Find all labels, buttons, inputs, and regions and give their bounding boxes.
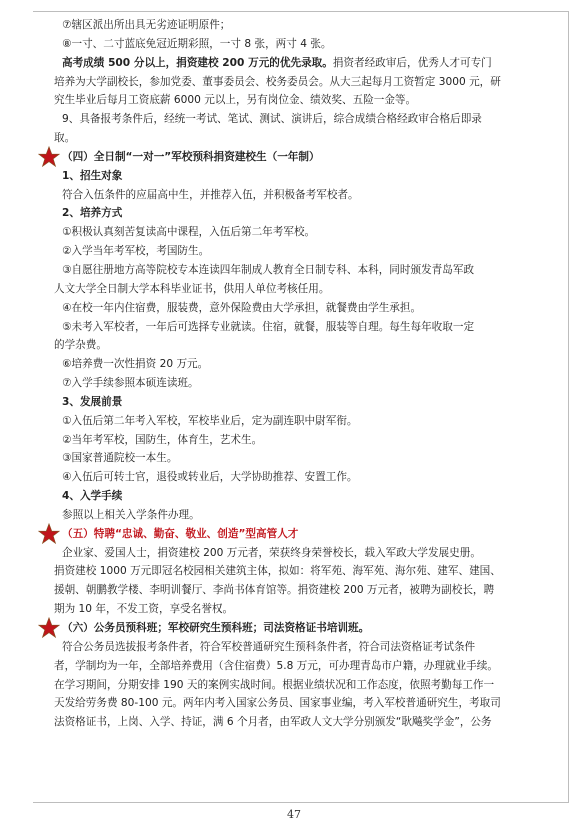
star-icon (38, 523, 60, 545)
body-text-line: 企业家、爱国人士，捐资建校 200 万元者，荣获终身荣誉校长，载入军政大学发展史册。 (62, 546, 481, 559)
body-text-line: 符合入伍条件的应届高中生，并推荐入伍，并积极备考军校者。 (62, 188, 359, 201)
section-heading-6: （六）公务员预科班；军校研究生预科班；司法资格证书培训班。 (36, 619, 542, 638)
body-text-line: 期为 10 年，不发工资，享受名誉权。 (54, 603, 234, 616)
body-text-line: 人文大学全日制大学本科毕业证书，供用人单位考核任用。 (54, 282, 330, 295)
body-text-line: ⑦辖区派出所出具无劣迹证明原件； (62, 19, 231, 31)
subheading: 1、招生对象 (62, 169, 123, 182)
body-text-line: ②入学当年考军校，考国防生。 (62, 245, 210, 258)
page-border-right (568, 11, 569, 803)
body-text-line: 9、具备报考条件后，经统一考试、笔试、测试、演讲后，综合成绩合格经政审合格后即录 (62, 113, 482, 126)
body-text-line: ④在校一年内住宿费，服装费，意外保险费由大学承担，就餐费由学生承担。 (62, 301, 422, 314)
body-text-line: 的学杂费。 (54, 339, 107, 352)
body-text-line: 参照以上相关入学条件办理。 (62, 508, 200, 521)
section-heading-4: （四）全日制“一对一”军校预科捐资建校生（一年制） (36, 148, 542, 167)
body-text-line: 者，学制均为一年，全部培养费用（含住宿费）5.8 万元，可办理青岛市户籍，办理就业手续。 (54, 659, 498, 672)
body-text-line: 天发给劳务费 80-100 元。两年内考入国家公务员、国家事业编，考入军校普通研究生，考取司 (54, 697, 501, 710)
body-text-line: 究生毕业后每月工资底薪 6000 元以上，另有岗位金、绩效奖、五险一金等。 (54, 94, 417, 107)
page-border-top (33, 11, 569, 12)
body-text-line: ⑦入学手续参照本硕连读班。 (62, 377, 199, 390)
body-text: 捐资者经政审后，优秀人才可专门 (332, 56, 492, 69)
bold-lead-text: 高考成绩 500 分以上，捐资建校 200 万元的优先录取。 (62, 56, 333, 69)
body-text-line: 在学习期间，分期安排 190 天的案例实战时间。根据业绩状况和工作态度，依照考勤每工作一 (54, 678, 495, 691)
body-text-line: 符合公务员选拔报考条件者，符合军校普通研究生预科条件者，符合司法资格证考试条件 (62, 640, 476, 653)
body-text-line: ③国家普通院校一本生。 (62, 452, 178, 465)
body-text-line: ⑥培养费一次性捐资 20 万元。 (62, 358, 209, 371)
body-text-line: 捐资建校 1000 万元即冠名校园相关建筑主体，拟如：将军苑、海军苑、海尔苑、建军、建国、 (54, 565, 501, 578)
body-text-line: ②当年考军校，国防生，体育生，艺术生。 (62, 433, 263, 446)
page-number: 47 (287, 808, 301, 821)
body-text-line: 培养为大学副校长，参加党委、董事委员会、校务委员会。从大三起每月工资暂定 3000 元，研 (54, 75, 501, 88)
section-heading-5: （五）特聘“忠诚、勤奋、敬业、创造”型高管人才 (36, 525, 542, 544)
body-text-line: ③自愿往册地方高等院校专本连读四年制成人教育全日制专科、本科，同时颁发青岛军政 (62, 263, 475, 276)
body-text-line: ①积极认真刻苦复读高中课程，入伍后第二年考军校。 (62, 226, 316, 239)
highlight-paragraph-line (62, 54, 542, 73)
document-body (54, 16, 542, 732)
page-border-bottom (33, 802, 569, 803)
subheading: 3、发展前景 (62, 395, 123, 408)
subheading: 2、培养方式 (62, 207, 123, 220)
body-text-line: ①入伍后第二年考入军校，军校毕业后，定为副连职中尉军衔。 (62, 414, 358, 427)
star-icon (38, 146, 60, 168)
body-text-line: ⑧一寸、二寸蓝底免冠近期彩照，一寸 8 张，两寸 4 张。 (62, 37, 332, 50)
star-icon (38, 617, 60, 639)
body-text-line: ④入伍后可转士官，退役或转业后，大学协助推荐、安置工作。 (62, 471, 358, 484)
body-text-line: 取。 (54, 132, 76, 145)
body-text-line: 法资格证书，上岗、入学、持证，满 6 个月者，由军政人文大学分别颁发“耿飚奖学金”，公务 (54, 716, 492, 729)
body-text-line: ⑤未考入军校者，一年后可选择专业就读。住宿，就餐，服装等自理。每生每年收取一定 (62, 320, 475, 333)
body-text-line: 援朝、朝鹏教学楼、李明训餐厅、李尚书体育馆等。捐资建校 200 万元者，被聘为副校长，聘 (54, 584, 495, 597)
subheading: 4、入学手续 (62, 490, 123, 503)
